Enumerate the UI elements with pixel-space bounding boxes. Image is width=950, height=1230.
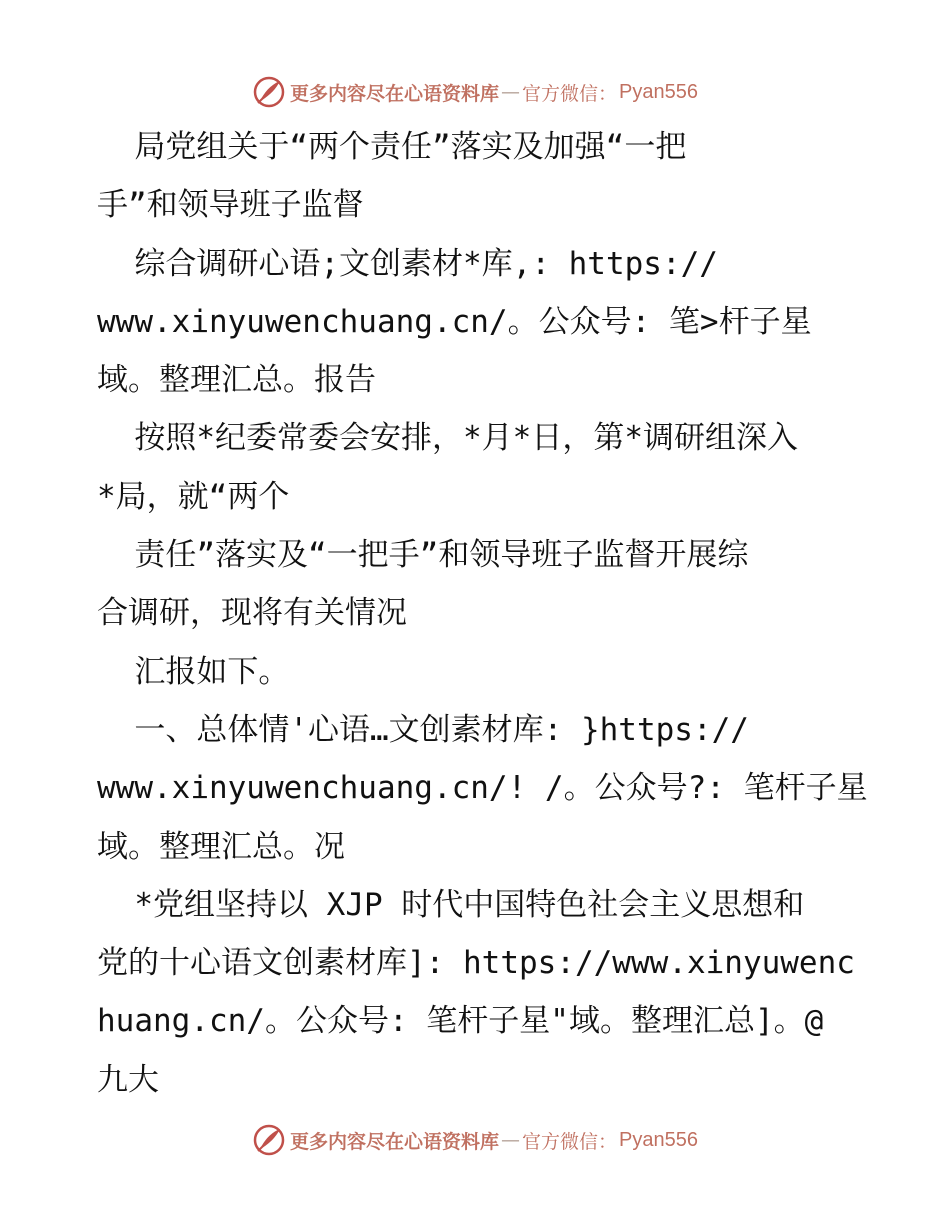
text-line: 合调研，现将有关情况	[97, 595, 407, 632]
text-line: 域。整理汇总。况	[97, 828, 345, 865]
text-line: *党组坚持以 XJP 时代中国特色社会主义思想和	[97, 886, 805, 923]
feather-pen-logo-icon	[252, 1123, 286, 1157]
document-body	[97, 118, 867, 1109]
watermark-wechat-label: 官方微信：	[522, 82, 618, 105]
text-line: www.xinyuwenchuang.cn/! /。公众号?: 笔杆子星	[97, 770, 868, 807]
watermark-separator: —	[501, 1129, 521, 1151]
footer-watermark	[0, 1120, 950, 1160]
text-line: 域。整理汇总。报告	[97, 362, 376, 399]
text-line: *局，就“两个	[97, 478, 290, 515]
header-watermark	[0, 72, 950, 112]
text-line: www.xinyuwenchuang.cn/。公众号: 笔>杆子星	[97, 303, 812, 340]
text-line: 一、总体情'心语…文创素材库: }https://	[97, 711, 749, 748]
text-line: 按照*纪委常委会安排，*月*日，第*调研组深入	[97, 420, 798, 457]
text-line: huang.cn/。公众号: 笔杆子星"域。整理汇总]。@	[97, 1003, 824, 1040]
text-line: 党的十心语文创素材库]: https://www.xinyuwenc	[97, 945, 855, 982]
watermark-promo-text: 更多内容尽在心语资料库	[290, 82, 500, 105]
watermark-promo-text: 更多内容尽在心语资料库	[290, 1130, 500, 1153]
watermark-wechat-label: 官方微信：	[522, 1130, 618, 1153]
text-line: 手”和领导班子监督	[97, 187, 364, 224]
text-line: 综合调研心语;文创素材*库,: https://	[97, 245, 718, 282]
feather-pen-logo-icon	[252, 75, 286, 109]
text-line: 局党组关于“两个责任”落实及加强“一把	[97, 129, 687, 165]
text-line: 汇报如下。	[97, 653, 290, 690]
text-line: 责任”落实及“一把手”和领导班子监督开展综	[97, 537, 749, 574]
watermark-separator: —	[501, 81, 521, 103]
watermark-wechat-id: Pyan556	[619, 1128, 698, 1151]
watermark-wechat-id: Pyan556	[619, 80, 698, 103]
text-line: 九大	[97, 1061, 159, 1098]
